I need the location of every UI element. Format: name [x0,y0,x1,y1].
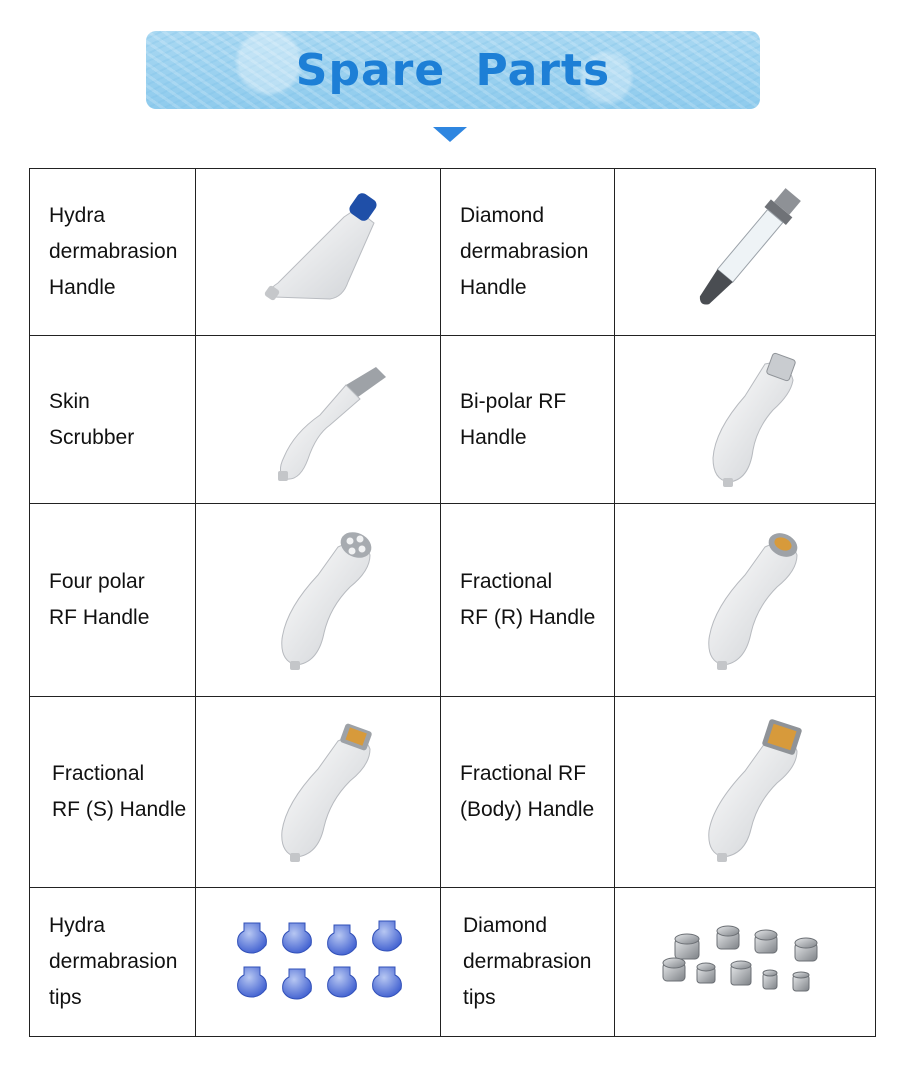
bipolar-rf-handle-icon [665,350,825,490]
down-arrow-icon [433,127,467,142]
part-label-diamond-handle: Diamond dermabrasion Handle [441,169,615,336]
part-image-hydra-tips [196,888,441,1037]
part-image-fractional-rf-body-handle [615,697,876,888]
table-row [30,336,876,504]
table-row [30,888,876,1037]
page-title: Spare Parts [295,44,611,96]
fractional-rf-body-handle-icon [665,717,825,867]
part-image-four-polar-rf-handle [196,504,441,697]
part-image-hydra-handle [196,169,441,336]
table-row [30,504,876,697]
part-image-fractional-rf-s-handle [196,697,441,888]
part-image-diamond-handle [615,169,876,336]
table-row [30,697,876,888]
part-image-skin-scrubber [196,336,441,504]
table-row [30,169,876,336]
part-label-fractional-rf-s-handle: Fractional RF (S) Handle [30,697,196,888]
part-label-fractional-rf-r-handle: Fractional RF (R) Handle [441,504,615,697]
part-label-fractional-rf-body-handle: Fractional RF (Body) Handle [441,697,615,888]
part-image-bipolar-rf-handle [615,336,876,504]
title-banner [146,31,760,109]
part-label-hydra-tips: Hydra dermabrasion tips [30,888,196,1037]
fractional-rf-r-handle-icon [665,525,825,675]
part-image-fractional-rf-r-handle [615,504,876,697]
part-image-diamond-tips [615,888,876,1037]
spare-parts-table [29,168,876,1037]
fractional-rf-s-handle-icon [238,717,398,867]
diamond-tips-icon [655,917,835,1007]
part-label-skin-scrubber: Skin Scrubber [30,336,196,504]
part-label-hydra-handle: Hydra dermabrasion Handle [30,169,196,336]
diamond-handle-icon [665,187,825,317]
part-label-bipolar-rf-handle: Bi-polar RF Handle [441,336,615,504]
part-label-diamond-tips: Diamond dermabrasion tips [441,888,615,1037]
four-polar-rf-handle-icon [238,525,398,675]
skin-scrubber-icon [238,355,398,485]
hydra-handle-icon [238,187,398,317]
part-label-four-polar-rf-handle: Four polar RF Handle [30,504,196,697]
hydra-tips-icon [228,915,408,1010]
